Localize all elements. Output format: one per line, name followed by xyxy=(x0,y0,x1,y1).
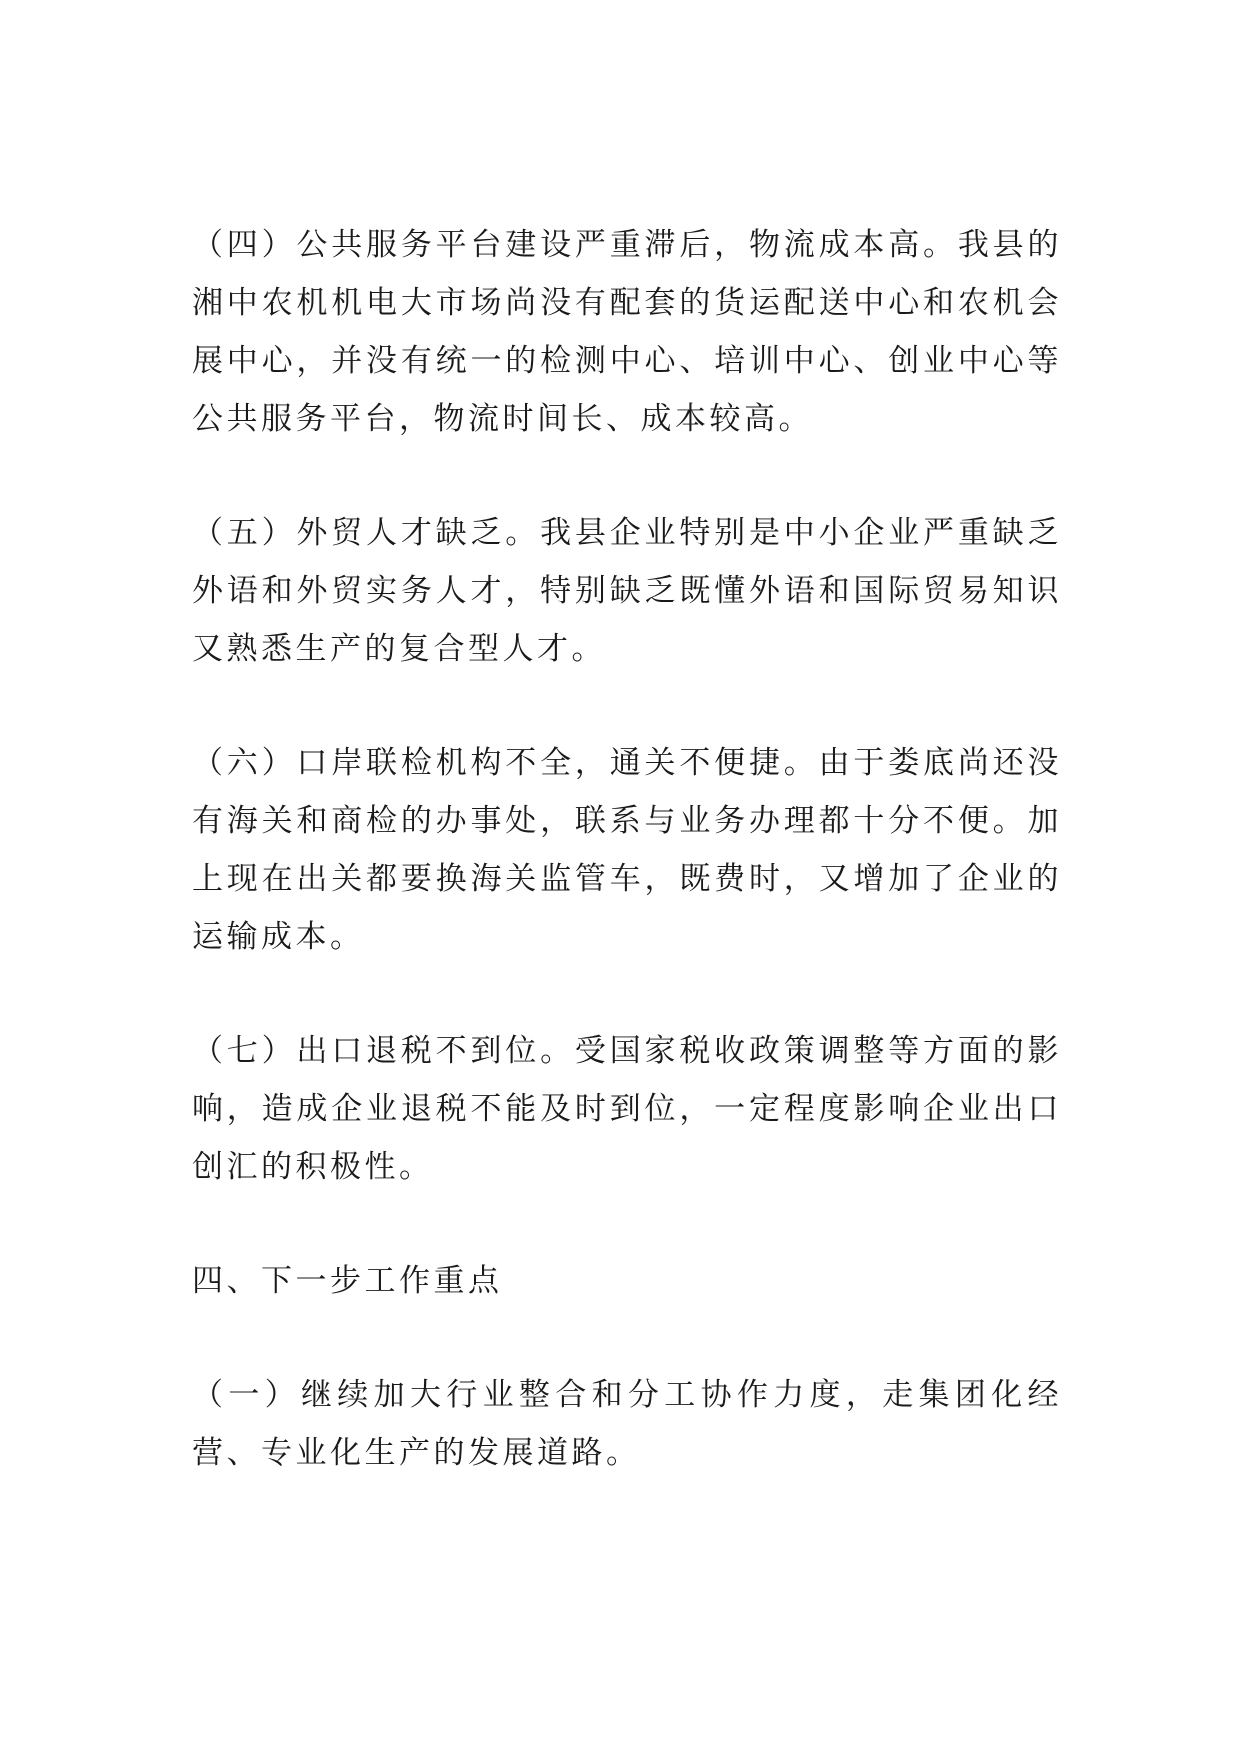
paragraph-spacer xyxy=(192,1310,1062,1366)
paragraph-spacer xyxy=(192,678,1062,734)
paragraph-foreign-trade-talent: （五）外贸人才缺乏。我县企业特别是中小企业严重缺乏外语和外贸实务人才，特别缺乏既懂外语和国际贸易知识又熟悉生产的复合型人才。 xyxy=(192,515,1062,667)
document-body xyxy=(192,216,1062,1482)
paragraph-public-service-platform: （四）公共服务平台建设严重滞后，物流成本高。我县的湘中农机机电大市场尚没有配套的货运配送中心和农机会展中心，并没有统一的检测中心、培训中心、创业中心等公共服务平台，物流时间长、成本较高。 xyxy=(192,227,1062,437)
section-heading-next-steps: 四、下一步工作重点 xyxy=(192,1263,503,1299)
paragraph-export-tax-rebate: （七）出口退税不到位。受国家税收政策调整等方面的影响，造成企业退税不能及时到位，一定程度影响企业出口创汇的积极性。 xyxy=(192,1033,1062,1185)
paragraph-spacer xyxy=(192,448,1062,504)
paragraph-industry-integration: （一）继续加大行业整合和分工协作力度，走集团化经营、专业化生产的发展道路。 xyxy=(192,1377,1062,1471)
paragraph-port-inspection: （六）口岸联检机构不全，通关不便捷。由于娄底尚还没有海关和商检的办事处，联系与业务办理都十分不便。加上现在出关都要换海关监管车，既费时，又增加了企业的运输成本。 xyxy=(192,745,1062,955)
paragraph-spacer xyxy=(192,1196,1062,1252)
paragraph-spacer xyxy=(192,966,1062,1022)
